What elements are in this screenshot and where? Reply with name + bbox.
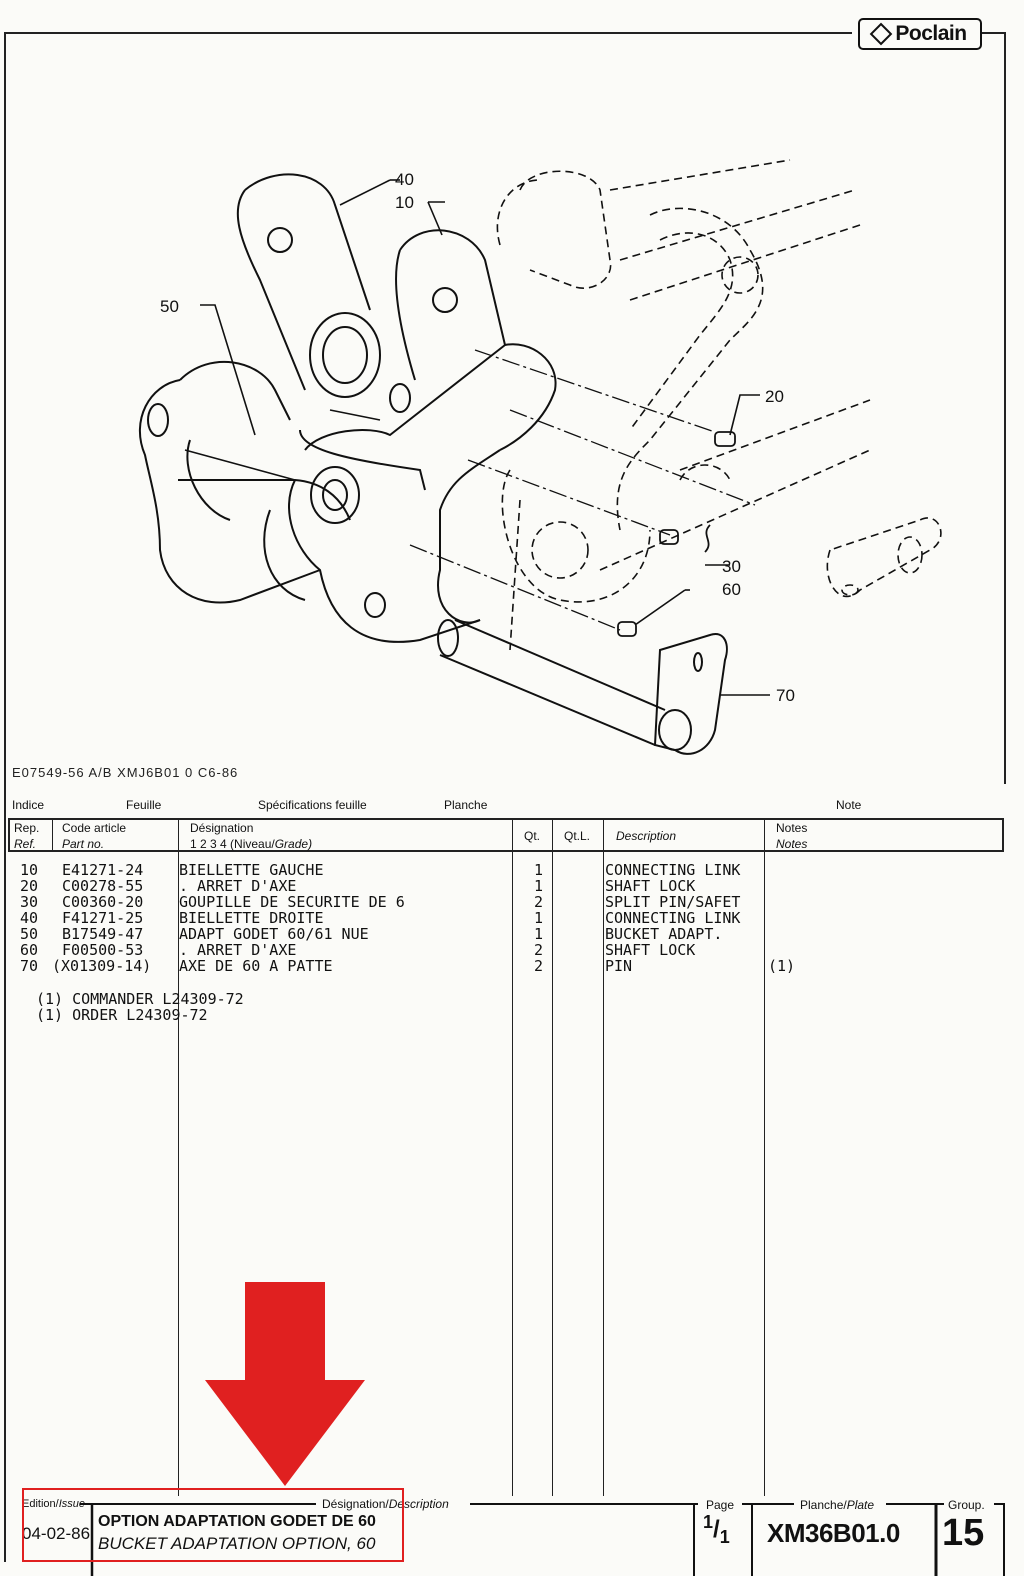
table-row <box>0 958 1024 974</box>
leader-lines <box>200 180 770 695</box>
footnote <box>0 1007 1024 1023</box>
page-label: Page <box>706 1498 735 1512</box>
callout-60: 60 <box>722 580 741 599</box>
row-qt: 2 <box>534 957 544 975</box>
designation-header: Désignation 1 2 3 4 (Niveau/Grade) <box>190 821 313 851</box>
callout-70: 70 <box>776 686 795 705</box>
plate-label: Planche/Plate <box>800 1498 875 1512</box>
parts-table-header <box>8 818 1004 852</box>
row-rep: 60 <box>20 941 39 959</box>
logo-text: Poclain <box>895 22 967 45</box>
row-qt: 1 <box>534 925 544 943</box>
row-designation: . ARRET D'AXE <box>179 877 297 895</box>
planche-label: Planche <box>444 798 488 812</box>
row-code: (X01309-14) <box>52 957 152 975</box>
row-qt: 1 <box>534 877 544 895</box>
row-description: SHAFT LOCK <box>605 877 696 895</box>
table-row <box>0 910 1024 926</box>
poclain-logo <box>858 18 982 50</box>
qtl-header: Qt.L. <box>564 829 591 843</box>
callout-30: 30 <box>722 557 741 576</box>
group-label: Group. <box>948 1498 985 1512</box>
exploded-parts-drawing <box>90 150 970 770</box>
table-row <box>0 942 1024 958</box>
row-designation: BIELLETTE DROITE <box>179 909 324 927</box>
indice-label: Indice <box>12 798 45 812</box>
row-rep: 50 <box>20 925 39 943</box>
callout-40: 40 <box>395 170 414 189</box>
row-rep: 30 <box>20 893 39 911</box>
footnote-fr: (1) COMMANDER L24309-72 <box>36 990 244 1008</box>
row-rep: 70 <box>20 957 39 975</box>
notes-header: Notes Notes <box>776 821 808 851</box>
row-designation: ADAPT GODET 60/61 NUE <box>179 925 369 943</box>
page-frame-left <box>4 32 6 1562</box>
document-title-en: BUCKET ADAPTATION OPTION, 60 <box>98 1534 376 1553</box>
row-designation: AXE DE 60 A PATTE <box>179 957 333 975</box>
edition-label: Edition/Issue <box>22 1498 85 1510</box>
document-title-fr: OPTION ADAPTATION GODET DE 60 <box>98 1513 376 1530</box>
qt-header: Qt. <box>524 829 541 843</box>
row-code: B17549-47 <box>62 925 144 943</box>
row-qt: 2 <box>534 893 544 911</box>
specifications-label: Spécifications feuille <box>258 798 367 812</box>
page-frame-right <box>1004 32 1006 784</box>
row-designation: BIELLETTE GAUCHE <box>179 861 324 879</box>
row-designation: . ARRET D'AXE <box>179 941 297 959</box>
table-row <box>0 862 1024 878</box>
note-label: Note <box>836 798 862 812</box>
edition-date: 04-02-86 <box>22 1524 91 1543</box>
page-frame-top <box>4 32 852 34</box>
group-number: 15 <box>942 1512 985 1554</box>
footnote <box>0 991 1024 1007</box>
center-lines <box>410 350 755 630</box>
table-row <box>0 926 1024 942</box>
table-row <box>0 894 1024 910</box>
row-description: SPLIT PIN/SAFET <box>605 893 741 911</box>
callout-10: 10 <box>395 193 414 212</box>
logo-diamond-icon <box>870 23 893 46</box>
designation-label: Désignation/Description <box>322 1497 449 1511</box>
col-sep-rep <box>52 818 53 852</box>
shaft-locks <box>618 432 735 636</box>
row-description: BUCKET ADAPT. <box>605 925 723 943</box>
row-note: (1) <box>768 957 796 975</box>
red-down-arrow-icon <box>200 1280 370 1490</box>
pin-part <box>438 620 727 754</box>
page-frame-top-right <box>982 32 1004 34</box>
row-code: C00360-20 <box>62 893 144 911</box>
row-description: SHAFT LOCK <box>605 941 696 959</box>
row-qt: 2 <box>534 941 544 959</box>
row-code: F00500-53 <box>62 941 144 959</box>
bracket-solid-outline <box>140 174 556 642</box>
row-code: C00278-55 <box>62 877 144 895</box>
row-description: CONNECTING LINK <box>605 909 741 927</box>
code-article-header: Code article Part no. <box>62 821 127 851</box>
table-row <box>0 878 1024 894</box>
drawing-reference-line: E07549-56 A/B XMJ6B01 0 C6-86 <box>12 765 239 780</box>
highlight-box <box>22 1488 404 1562</box>
row-description: CONNECTING LINK <box>605 861 741 879</box>
footnote-en: (1) ORDER L24309-72 <box>36 1006 208 1024</box>
row-rep: 10 <box>20 861 39 879</box>
row-rep: 40 <box>20 909 39 927</box>
row-description: PIN <box>605 957 633 975</box>
feuille-label: Feuille <box>126 798 162 812</box>
callout-50: 50 <box>160 297 179 316</box>
row-rep: 20 <box>20 877 39 895</box>
callout-20: 20 <box>765 387 784 406</box>
description-header: Description <box>616 829 677 843</box>
row-qt: 1 <box>534 909 544 927</box>
dashed-arm-outline <box>497 160 941 650</box>
row-designation: GOUPILLE DE SECURITE DE 6 <box>179 893 405 911</box>
rep-header: Rep. Ref. <box>14 821 40 851</box>
plate-number: XM36B01.0 <box>767 1518 900 1548</box>
row-code: E41271-24 <box>62 861 144 879</box>
page-number: $^1/_1$ <box>703 1512 730 1547</box>
row-qt: 1 <box>534 861 544 879</box>
row-code: F41271-25 <box>62 909 144 927</box>
